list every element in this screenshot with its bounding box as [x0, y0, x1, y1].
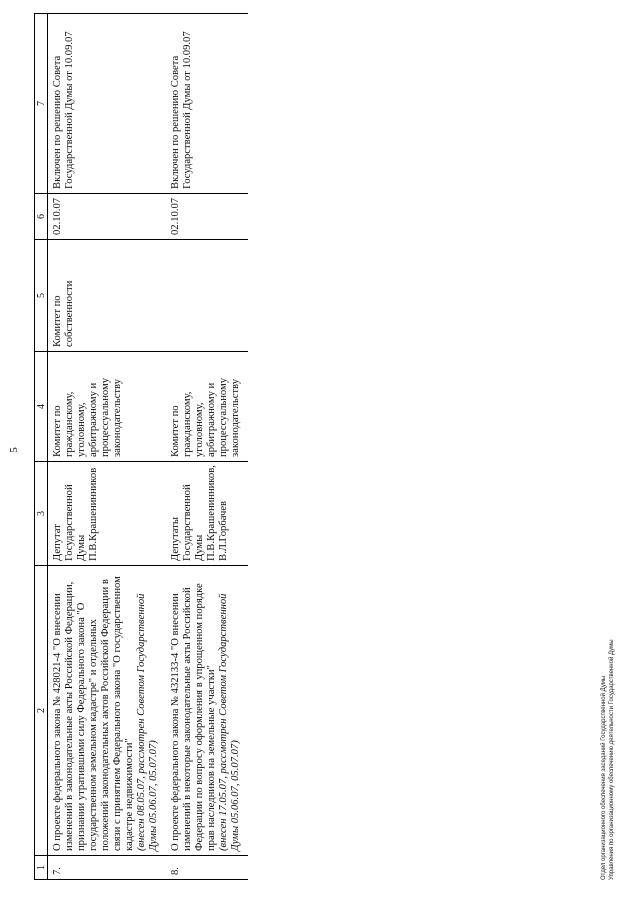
author-cell: Депутат Государственной Думы П.В.Крашенинников: [48, 462, 167, 566]
col-header-1: 1: [35, 856, 48, 880]
co-committee-cell: Комитет по собственности: [48, 240, 167, 352]
responsible-committee-cell: Комитет по гражданскому, уголовному, арбитражному и процессуальному законодательству: [166, 352, 248, 462]
co-committee-cell: [166, 240, 248, 352]
agenda-table: [34, 13, 248, 880]
date-cell: 02.10.07: [48, 194, 167, 240]
col-header-2: 2: [35, 566, 48, 856]
bill-note: (внесен 17.05.07, рассмотрен Советом Государственной Думы 05.06.07, 05.07.07): [218, 593, 241, 851]
col-header-7: 7: [35, 14, 48, 194]
bill-cell: [166, 566, 248, 856]
date-cell: 02.10.07: [166, 194, 248, 240]
bill-title: О проекте федерального закона № 428021-4 "О внесении изменений в законодательные акты Российской Федерации, признании утратившими силу Федерального закона "О государственном земельном кадастре" и отдельных положений законодательных актов Российской Федерации в связи с принятием Федерального закона "О государственном кадастре недвижимости": [52, 576, 135, 851]
col-header-3: 3: [35, 462, 48, 566]
row-number: 8.: [166, 856, 248, 880]
table-row: [166, 14, 248, 880]
footer-line-2: Управления по организационному обеспечению деятельности Государственной Думы: [609, 639, 615, 880]
page-number: 5: [8, 447, 20, 453]
col-header-4: 4: [35, 352, 48, 462]
footer-line-1: Отдел организационного обеспечения заседаний Государственной Думы: [601, 675, 607, 880]
author-cell: Депутаты Государственной Думы П.В.Крашенинников, В.Л.Горбачев: [166, 462, 248, 566]
table-row: [48, 14, 167, 880]
bill-title: О проекте федерального закона № 432133-4 "О внесении изменений в некоторые законодательные акты Российской Федерации по вопросу оформления в упрощенном порядке прав наследников на земельные участки": [170, 583, 217, 851]
footer: [600, 480, 616, 880]
column-number-row: [35, 14, 48, 880]
bill-note: (внесен 08.05.07, рассмотрен Советом Государственной Думы 05.06.07, 05.07.07): [136, 593, 159, 851]
bill-cell: [48, 566, 167, 856]
status-cell: Включен по решению Совета Государственной Думы от 10.09.07: [48, 14, 167, 194]
col-header-6: 6: [35, 194, 48, 240]
responsible-committee-cell: Комитет по гражданскому, уголовному, арбитражному и процессуальному законодательству: [48, 352, 167, 462]
col-header-5: 5: [35, 240, 48, 352]
status-cell: Включен по решению Совета Государственной Думы от 10.09.07: [166, 14, 248, 194]
row-number: 7.: [48, 856, 167, 880]
